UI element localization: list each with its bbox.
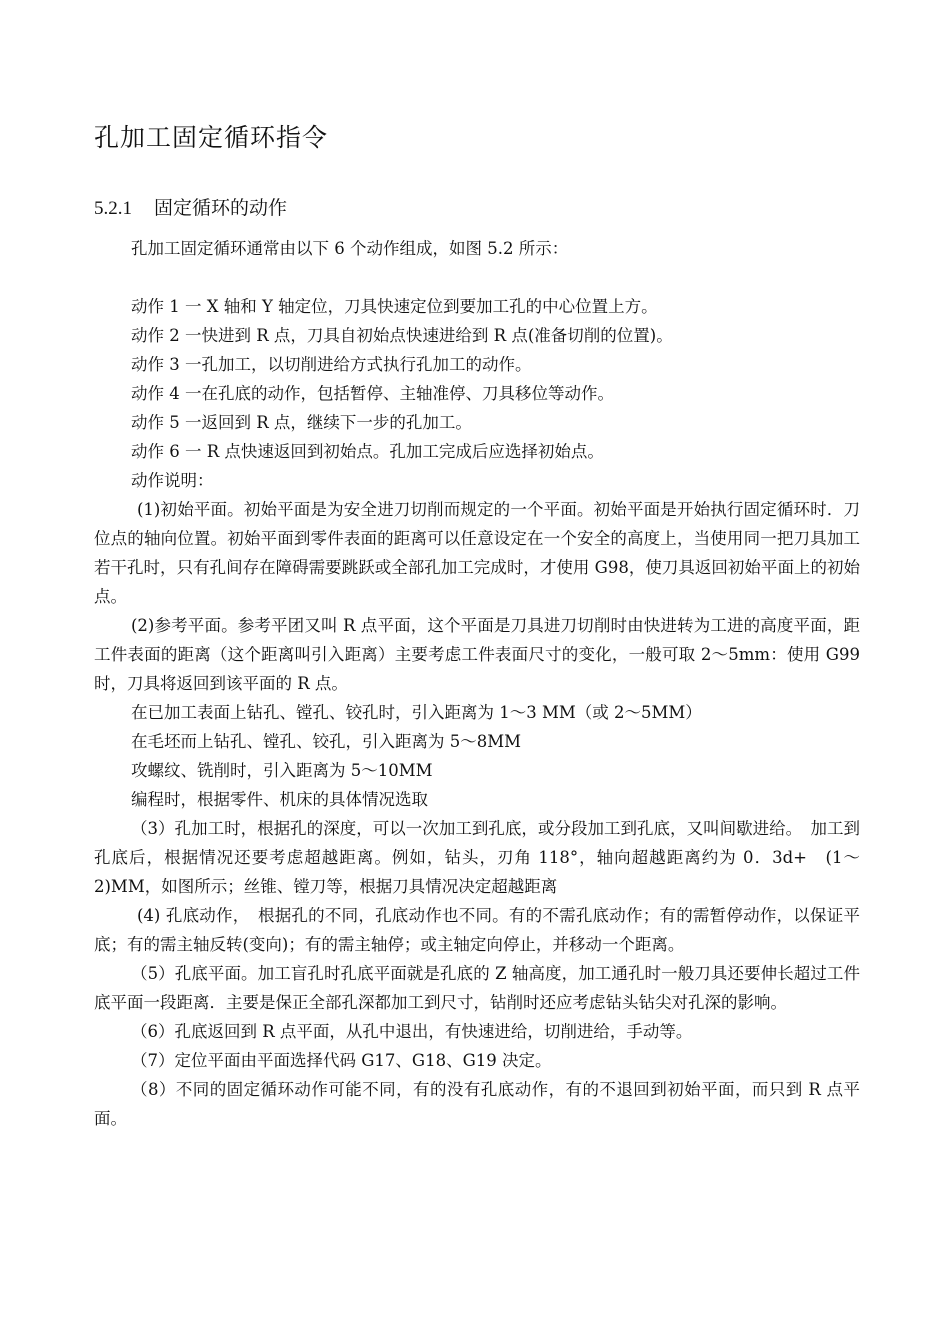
paragraph-initial-plane: (1)初始平面。初始平面是为安全进刀切削而规定的一个平面。初始平面是开始执行固定循环时．刀位点的轴向位置。初始平面到零件表面的距离可以任意设定在一个安全的高度上，当使用同一把刀具加工若干孔时，只有孔间存在障碍需要跳跃或全部孔加工完成时，才使用 G98，使刀具返回初始平面上的初始点。 xyxy=(94,500,860,606)
action-item-3: 动作 3 一孔加工，以切削进给方式执行孔加工的动作。 xyxy=(131,355,532,374)
action-item-2: 动作 2 一快进到 R 点，刀具自初始点快速进给到 R 点(准备切削的位置)。 xyxy=(131,326,673,345)
spacer xyxy=(94,263,860,292)
document-title: 孔加工固定循环指令 xyxy=(94,123,329,152)
action-item-5: 动作 5 一返回到 R 点，继续下一步的孔加工。 xyxy=(131,413,472,432)
paragraph-positioning-plane: （7）定位平面由平面选择代码 G17、G18、G19 决定。 xyxy=(131,1051,552,1070)
section-number: 5.2.1 xyxy=(94,198,132,219)
document-body xyxy=(94,234,860,1133)
explain-label: 动作说明： xyxy=(131,471,214,490)
action-item-4: 动作 4 一在孔底的动作，包括暂停、主轴准停、刀具移位等动作。 xyxy=(131,384,614,403)
paragraph-distance-tapping: 攻螺纹、铣削时，引入距离为 5～10MM xyxy=(131,761,433,780)
paragraph-cycle-differences: （8）不同的固定循环动作可能不同，有的没有孔底动作，有的不退回到初始平面，而只到 R 点平面。 xyxy=(94,1080,860,1128)
paragraph-hole-machining: （3）孔加工时，根据孔的深度，可以一次加工到孔底，或分段加工到孔底，又叫间歇进给。 加工到孔底后，根据情况还要考虑超越距离。例如，钻头，刃角 118°，轴向超越距离约为 0．3d+ (1～2)MM，如图所示；丝锥、镗刀等，根据刀具情况决定超越距离 xyxy=(94,819,860,896)
paragraph-hole-bottom-plane: （5）孔底平面。加工盲孔时孔底平面就是孔底的 Z 轴高度，加工通孔时一般刀具还要伸长超过工件底平面一段距离．主要是保正全部孔深都加工到尺寸，钻削时还应考虑钻头钻尖对孔深的影响。 xyxy=(94,964,860,1012)
paragraph-distance-machined: 在已加工表面上钻孔、镗孔、铰孔时，引入距离为 1～3 MM（或 2～5MM） xyxy=(131,703,702,722)
section-title: 固定循环的动作 xyxy=(154,197,288,219)
paragraph-programming: 编程时，根据零件、机床的具体情况选取 xyxy=(131,790,428,809)
paragraph-reference-plane: (2)参考平面。参考平团又叫 R 点平面，这个平面是刀具进刀切削时由快进转为工进的高度平面，距工件表面的距离（这个距离叫引入距离）主要考虑工件表面尺寸的变化，一般可取 2～5mm：使用 G99 时，刀具将返回到该平面的 R 点。 xyxy=(94,616,860,693)
intro-paragraph: 孔加工固定循环通常由以下 6 个动作组成，如图 5.2 所示： xyxy=(131,239,569,258)
paragraph-return-r-plane: （6）孔底返回到 R 点平面，从孔中退出，有快速进给，切削进给，手动等。 xyxy=(131,1022,693,1041)
action-item-6: 动作 6 一 R 点快速返回到初始点。孔加工完成后应选择初始点。 xyxy=(131,442,604,461)
paragraph-hole-bottom-action: (4) 孔底动作， 根据孔的不同，孔底动作也不同。有的不需孔底动作；有的需暂停动作，以保证平底；有的需主轴反转(变向)；有的需主轴停；或主轴定向停止，并移动一个距离。 xyxy=(94,906,860,954)
action-item-1: 动作 1 一 X 轴和 Y 轴定位，刀具快速定位到要加工孔的中心位置上方。 xyxy=(131,297,658,316)
section-heading xyxy=(94,193,287,220)
paragraph-distance-blank: 在毛坯而上钻孔、镗孔、铰孔，引入距离为 5～8MM xyxy=(131,732,522,751)
